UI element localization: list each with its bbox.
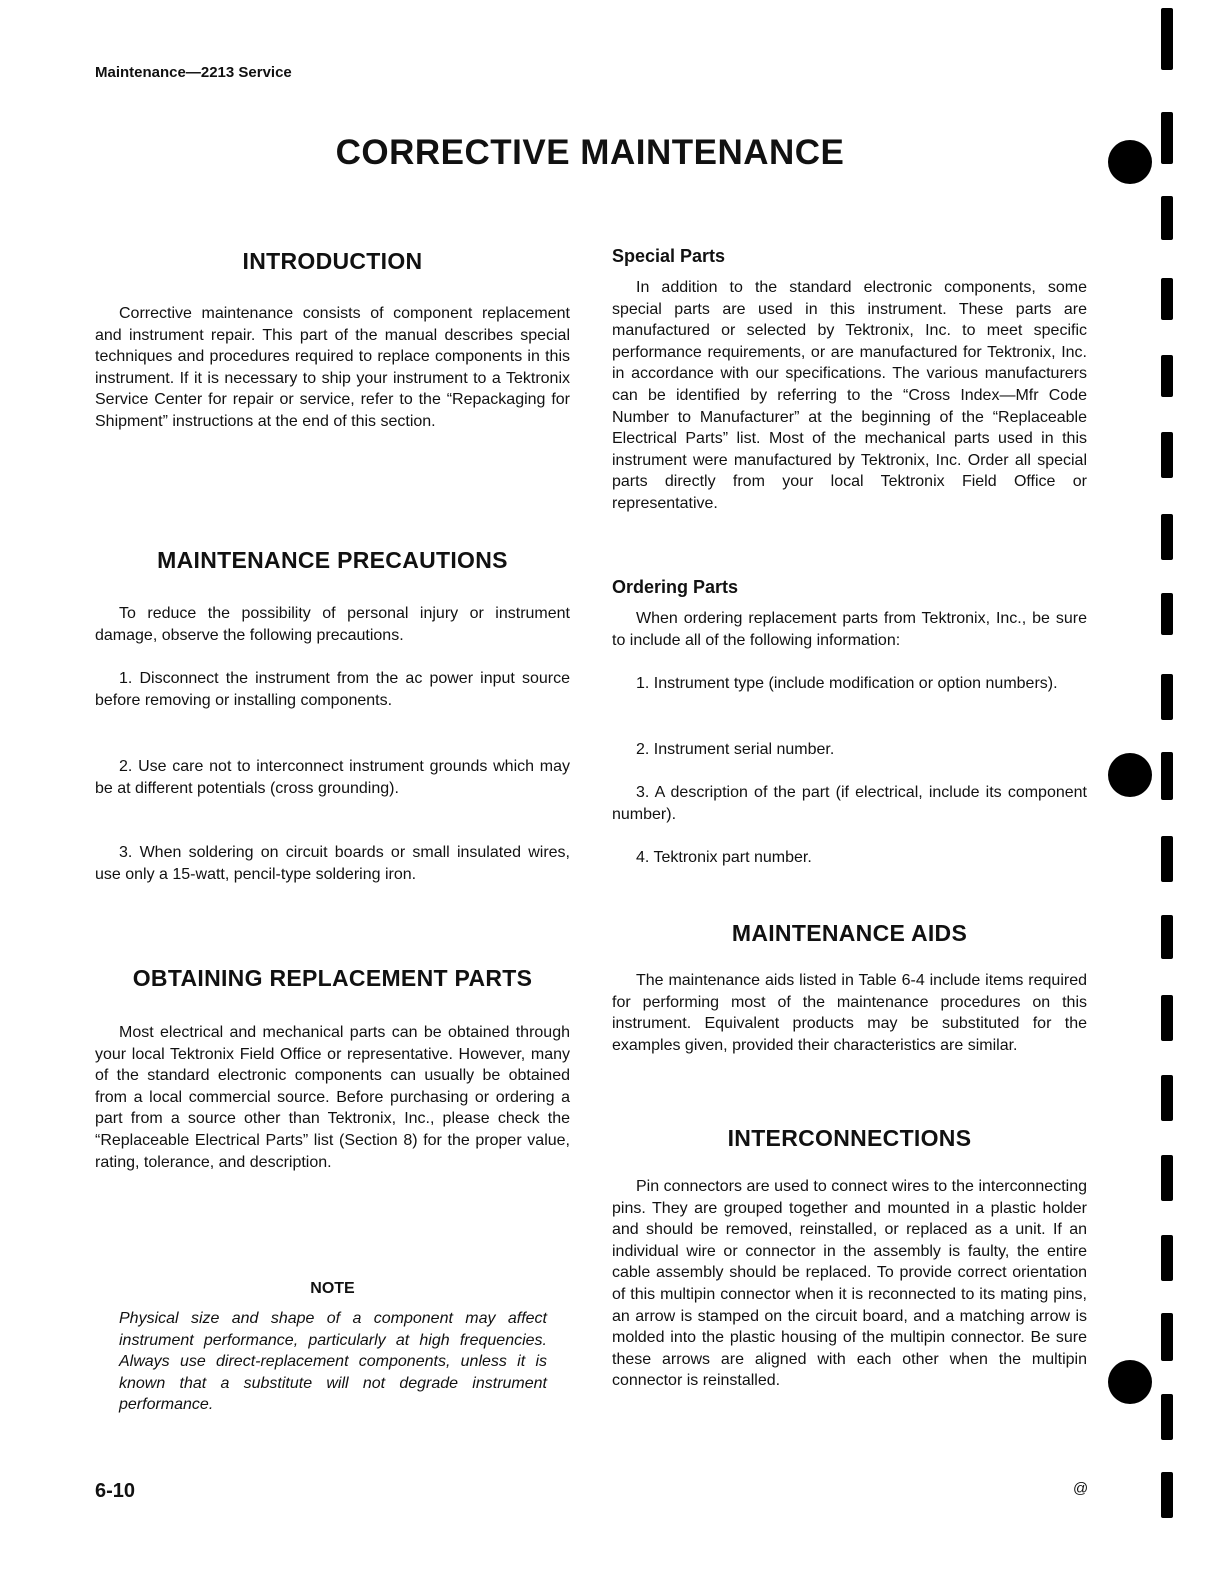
special-parts-body: In addition to the standard electronic components, some special parts are used in this instrument. These parts are manufactured or selected by Tektronix, Inc. to meet specific performance requirements, or are manufactured for Tektronix, Inc. in accordance with our specifications. The various manufacturers can be identified by referring to the “Cross Index—Mfr Code Number to Manufacturer” at the beginning of the “Replaceable Electrical Parts” list. Most of the mechanical parts used in this instrument were manufactured by Tektronix, Inc. Order all special parts directly from your local Tektronix Field Office or representative.: [612, 279, 1087, 512]
binder-mark: [1161, 1472, 1173, 1518]
introduction-body: Corrective maintenance consists of component replacement and instrument repair. This part of the manual describes special techniques and procedures required to replace components in this instrument. If it is necessary to ship your instrument to a Tektronix Service Center for repair or service, refer to the “Repackaging for Shipment” instructions at the end of this section.: [95, 305, 570, 430]
binder-mark: [1161, 112, 1173, 164]
note-label: NOTE: [310, 1280, 355, 1297]
binder-mark: [1161, 752, 1173, 800]
precautions-intro: To reduce the possibility of personal injury or instrument damage, observe the following precautions.: [95, 605, 570, 644]
binder-mark: [1161, 1313, 1173, 1361]
binder-mark: [1161, 593, 1173, 635]
ordering-item-4: 4. Tektronix part number.: [636, 849, 812, 866]
footer-symbol: @: [1073, 1480, 1089, 1497]
binder-mark: [1161, 1394, 1173, 1440]
maintenance-aids-body: The maintenance aids listed in Table 6-4 include items required for performing most of the maintenance procedures on this instrument. Equivalent products may be substituted for the examples given, provided their characteristics are similar.: [612, 972, 1087, 1054]
ordering-parts-heading: Ordering Parts: [612, 577, 739, 597]
precaution-item-3: 3. When soldering on circuit boards or small insulated wires, use only a 15-watt, pencil-type soldering iron.: [95, 844, 570, 883]
special-parts-heading: Special Parts: [612, 246, 726, 266]
precautions-heading: MAINTENANCE PRECAUTIONS: [157, 547, 508, 573]
binder-mark: [1161, 514, 1173, 560]
binder-mark: [1161, 1235, 1173, 1281]
binder-mark: [1161, 278, 1173, 320]
maintenance-aids-heading: MAINTENANCE AIDS: [731, 920, 968, 946]
ordering-item-2: 2. Instrument serial number.: [636, 741, 835, 758]
binder-mark: [1161, 836, 1173, 882]
interconnections-body: Pin connectors are used to connect wires to the interconnecting pins. They are grouped together and mounted in a plastic holder and should be removed, reinstalled, or replaced as a unit. If an individual wire or connector in the assembly is faulty, the entire cable assembly should be replaced. To provide correct orientation of this multipin connector when it is reconnected to its mating pins, an arrow is stamped on the circuit board, and a matching arrow is molded into the plastic housing of the multipin connector. Be sure these arrows are aligned with each other when the multipin connector is reinstalled.: [612, 1178, 1087, 1390]
ordering-item-3: 3. A description of the part (if electrical, include its component number).: [612, 784, 1087, 823]
punch-hole-top: [1108, 140, 1152, 184]
binder-mark: [1161, 674, 1173, 720]
ordering-item-1: 1. Instrument type (include modification or option numbers).: [636, 675, 1058, 692]
punch-hole-bottom: [1108, 1360, 1152, 1404]
punch-hole-middle: [1108, 753, 1152, 797]
precaution-item-1: 1. Disconnect the instrument from the ac power input source before removing or installing components.: [95, 670, 570, 709]
binder-mark: [1161, 1155, 1173, 1201]
running-head: Maintenance—2213 Service: [95, 64, 292, 81]
binder-mark: [1161, 1075, 1173, 1121]
note-text: Physical size and shape of a component may affect instrument performance, particularly at high frequencies. Always use direct-replacement components, unless it is known that a substitute will not degrade instrument performance.: [119, 1310, 547, 1414]
binder-mark: [1161, 432, 1173, 478]
interconnections-heading: INTERCONNECTIONS: [727, 1125, 972, 1151]
binder-mark: [1161, 8, 1173, 70]
binder-mark: [1161, 995, 1173, 1041]
introduction-heading: INTRODUCTION: [242, 248, 423, 274]
ordering-parts-intro: When ordering replacement parts from Tektronix, Inc., be sure to include all of the following information:: [612, 610, 1087, 649]
precaution-item-2: 2. Use care not to interconnect instrument grounds which may be at different potentials (cross grounding).: [95, 758, 570, 797]
obtaining-body: Most electrical and mechanical parts can be obtained through your local Tektronix Field Office or representative. However, many of the standard electronic components can usually be obtained from a local commercial source. Before purchasing or ordering a part from a source other than Tektronix, Inc., please check the “Replaceable Electrical Parts” list (Section 8) for the proper value, rating, tolerance, and description.: [95, 1024, 570, 1171]
page-title: CORRECTIVE MAINTENANCE: [335, 133, 845, 172]
binder-mark: [1161, 355, 1173, 397]
binder-mark: [1161, 915, 1173, 959]
obtaining-heading: OBTAINING REPLACEMENT PARTS: [132, 965, 533, 991]
page-number: 6-10: [95, 1480, 136, 1502]
binder-mark: [1161, 196, 1173, 240]
